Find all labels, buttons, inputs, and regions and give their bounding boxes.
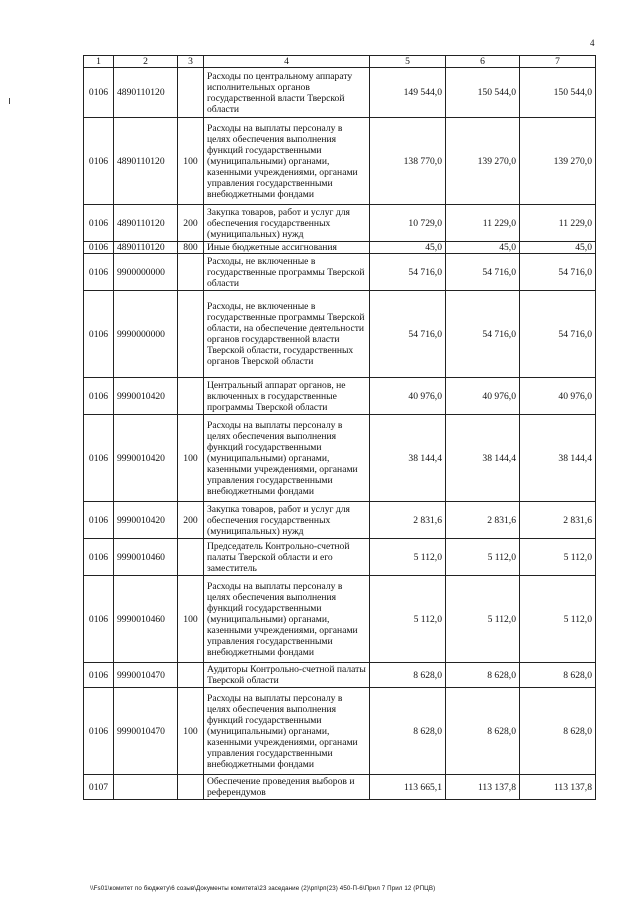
table-row bbox=[84, 415, 596, 502]
table-body bbox=[84, 68, 596, 800]
target-article-cell: 9990010420 bbox=[114, 378, 178, 415]
item-name-cell: Аудиторы Контрольно-счетной палаты Тверской области bbox=[204, 663, 370, 688]
section-code-cell: 0106 bbox=[84, 576, 114, 663]
amount-col7-cell: 113 137,8 bbox=[520, 775, 596, 800]
target-article-cell bbox=[114, 775, 178, 800]
expense-type-cell bbox=[178, 775, 204, 800]
amount-col5-cell: 45,0 bbox=[370, 242, 446, 254]
amount-col5-cell: 113 665,1 bbox=[370, 775, 446, 800]
amount-col5-cell: 8 628,0 bbox=[370, 663, 446, 688]
amount-col5-cell: 54 716,0 bbox=[370, 291, 446, 378]
amount-col6-cell: 38 144,4 bbox=[446, 415, 520, 502]
amount-col6-cell: 139 270,0 bbox=[446, 118, 520, 205]
item-name-cell: Расходы на выплаты персоналу в целях обеспечения выполнения функций государственными (муниципальными) органами, казенными учреждениями, органами управления государственными внебюджетными фондами bbox=[204, 415, 370, 502]
table-row bbox=[84, 663, 596, 688]
table-row bbox=[84, 775, 596, 800]
item-name-cell: Расходы на выплаты персоналу в целях обеспечения выполнения функций государственными (муниципальными) органами, казенными учреждениями, органами управления государственными внебюджетными фондами bbox=[204, 118, 370, 205]
section-code-cell: 0106 bbox=[84, 242, 114, 254]
amount-col7-cell: 2 831,6 bbox=[520, 502, 596, 539]
expense-type-cell bbox=[178, 378, 204, 415]
amount-col5-cell: 5 112,0 bbox=[370, 539, 446, 576]
table-row bbox=[84, 242, 596, 254]
target-article-cell: 9990000000 bbox=[114, 291, 178, 378]
expense-type-cell: 100 bbox=[178, 576, 204, 663]
table-row bbox=[84, 68, 596, 118]
amount-col6-cell: 2 831,6 bbox=[446, 502, 520, 539]
item-name-cell: Расходы на выплаты персоналу в целях обеспечения выполнения функций государственными (муниципальными) органами, казенными учреждениями, органами управления государственными внебюджетными фондами bbox=[204, 688, 370, 775]
item-name-cell: Расходы на выплаты персоналу в целях обеспечения выполнения функций государственными (муниципальными) органами, казенными учреждениями, органами управления государственными внебюджетными фондами bbox=[204, 576, 370, 663]
amount-col5-cell: 40 976,0 bbox=[370, 378, 446, 415]
amount-col5-cell: 149 544,0 bbox=[370, 68, 446, 118]
section-code-cell: 0106 bbox=[84, 205, 114, 242]
expense-type-cell bbox=[178, 291, 204, 378]
item-name-cell: Расходы по центральному аппарату исполнительных органов государственной власти Тверской области bbox=[204, 68, 370, 118]
target-article-cell: 4890110120 bbox=[114, 118, 178, 205]
expense-type-cell: 100 bbox=[178, 415, 204, 502]
amount-col7-cell: 40 976,0 bbox=[520, 378, 596, 415]
amount-col5-cell: 5 112,0 bbox=[370, 576, 446, 663]
section-code-cell: 0106 bbox=[84, 415, 114, 502]
page-number: 4 bbox=[590, 38, 595, 48]
table-row bbox=[84, 576, 596, 663]
column-header: 2 bbox=[114, 56, 178, 68]
amount-col6-cell: 113 137,8 bbox=[446, 775, 520, 800]
margin-mark bbox=[9, 98, 10, 104]
target-article-cell: 9900000000 bbox=[114, 254, 178, 291]
amount-col5-cell: 138 770,0 bbox=[370, 118, 446, 205]
budget-table bbox=[83, 55, 596, 800]
amount-col5-cell: 2 831,6 bbox=[370, 502, 446, 539]
amount-col6-cell: 54 716,0 bbox=[446, 291, 520, 378]
column-header: 5 bbox=[370, 56, 446, 68]
target-article-cell: 4890110120 bbox=[114, 205, 178, 242]
section-code-cell: 0106 bbox=[84, 68, 114, 118]
section-code-cell: 0106 bbox=[84, 118, 114, 205]
section-code-cell: 0106 bbox=[84, 688, 114, 775]
file-path-footer: \\Fs01\комитет по бюджету\6 созыв\Документы комитета\23 заседание (2)\рп\рп(23) 450-П-6\Прил 7 Прил 12 (РПЦВ) bbox=[90, 885, 436, 892]
amount-col7-cell: 38 144,4 bbox=[520, 415, 596, 502]
amount-col5-cell: 54 716,0 bbox=[370, 254, 446, 291]
amount-col6-cell: 45,0 bbox=[446, 242, 520, 254]
section-code-cell: 0106 bbox=[84, 378, 114, 415]
amount-col7-cell: 139 270,0 bbox=[520, 118, 596, 205]
section-code-cell: 0106 bbox=[84, 502, 114, 539]
column-header: 1 bbox=[84, 56, 114, 68]
item-name-cell: Центральный аппарат органов, не включенных в государственные программы Тверской области bbox=[204, 378, 370, 415]
item-name-cell: Закупка товаров, работ и услуг для обеспечения государственных (муниципальных) нужд bbox=[204, 205, 370, 242]
table-row bbox=[84, 291, 596, 378]
table-row bbox=[84, 254, 596, 291]
amount-col6-cell: 5 112,0 bbox=[446, 576, 520, 663]
amount-col5-cell: 38 144,4 bbox=[370, 415, 446, 502]
section-code-cell: 0106 bbox=[84, 254, 114, 291]
target-article-cell: 9990010470 bbox=[114, 663, 178, 688]
amount-col6-cell: 11 229,0 bbox=[446, 205, 520, 242]
item-name-cell: Расходы, не включенные в государственные программы Тверской области bbox=[204, 254, 370, 291]
expense-type-cell bbox=[178, 254, 204, 291]
amount-col6-cell: 8 628,0 bbox=[446, 663, 520, 688]
column-header: 4 bbox=[204, 56, 370, 68]
target-article-cell: 9990010420 bbox=[114, 415, 178, 502]
amount-col7-cell: 45,0 bbox=[520, 242, 596, 254]
expense-type-cell: 100 bbox=[178, 118, 204, 205]
amount-col6-cell: 8 628,0 bbox=[446, 688, 520, 775]
expense-type-cell: 100 bbox=[178, 688, 204, 775]
table-row bbox=[84, 205, 596, 242]
expense-type-cell: 200 bbox=[178, 205, 204, 242]
amount-col7-cell: 150 544,0 bbox=[520, 68, 596, 118]
target-article-cell: 9990010460 bbox=[114, 539, 178, 576]
target-article-cell: 4890110120 bbox=[114, 68, 178, 118]
amount-col6-cell: 5 112,0 bbox=[446, 539, 520, 576]
item-name-cell: Председатель Контрольно-счетной палаты Тверской области и его заместитель bbox=[204, 539, 370, 576]
amount-col7-cell: 11 229,0 bbox=[520, 205, 596, 242]
target-article-cell: 4890110120 bbox=[114, 242, 178, 254]
amount-col6-cell: 150 544,0 bbox=[446, 68, 520, 118]
item-name-cell: Иные бюджетные ассигнования bbox=[204, 242, 370, 254]
section-code-cell: 0106 bbox=[84, 291, 114, 378]
table-row bbox=[84, 688, 596, 775]
target-article-cell: 9990010470 bbox=[114, 688, 178, 775]
table-row bbox=[84, 502, 596, 539]
amount-col6-cell: 54 716,0 bbox=[446, 254, 520, 291]
amount-col7-cell: 5 112,0 bbox=[520, 539, 596, 576]
item-name-cell: Расходы, не включенные в государственные программы Тверской области, на обеспечение деятельности органов государственной власти Тверской области, государственных органов Тверской области bbox=[204, 291, 370, 378]
column-header: 6 bbox=[446, 56, 520, 68]
column-header: 7 bbox=[520, 56, 596, 68]
section-code-cell: 0107 bbox=[84, 775, 114, 800]
amount-col7-cell: 8 628,0 bbox=[520, 688, 596, 775]
column-number-row bbox=[84, 56, 596, 68]
expense-type-cell bbox=[178, 68, 204, 118]
item-name-cell: Закупка товаров, работ и услуг для обеспечения государственных (муниципальных) нужд bbox=[204, 502, 370, 539]
amount-col7-cell: 54 716,0 bbox=[520, 254, 596, 291]
section-code-cell: 0106 bbox=[84, 539, 114, 576]
item-name-cell: Обеспечение проведения выборов и референдумов bbox=[204, 775, 370, 800]
amount-col5-cell: 8 628,0 bbox=[370, 688, 446, 775]
column-header: 3 bbox=[178, 56, 204, 68]
target-article-cell: 9990010420 bbox=[114, 502, 178, 539]
amount-col7-cell: 54 716,0 bbox=[520, 291, 596, 378]
amount-col5-cell: 10 729,0 bbox=[370, 205, 446, 242]
table-row bbox=[84, 118, 596, 205]
expense-type-cell: 800 bbox=[178, 242, 204, 254]
table-row bbox=[84, 378, 596, 415]
expense-type-cell: 200 bbox=[178, 502, 204, 539]
table-row bbox=[84, 539, 596, 576]
expense-type-cell bbox=[178, 663, 204, 688]
amount-col7-cell: 8 628,0 bbox=[520, 663, 596, 688]
amount-col6-cell: 40 976,0 bbox=[446, 378, 520, 415]
target-article-cell: 9990010460 bbox=[114, 576, 178, 663]
section-code-cell: 0106 bbox=[84, 663, 114, 688]
amount-col7-cell: 5 112,0 bbox=[520, 576, 596, 663]
expense-type-cell bbox=[178, 539, 204, 576]
